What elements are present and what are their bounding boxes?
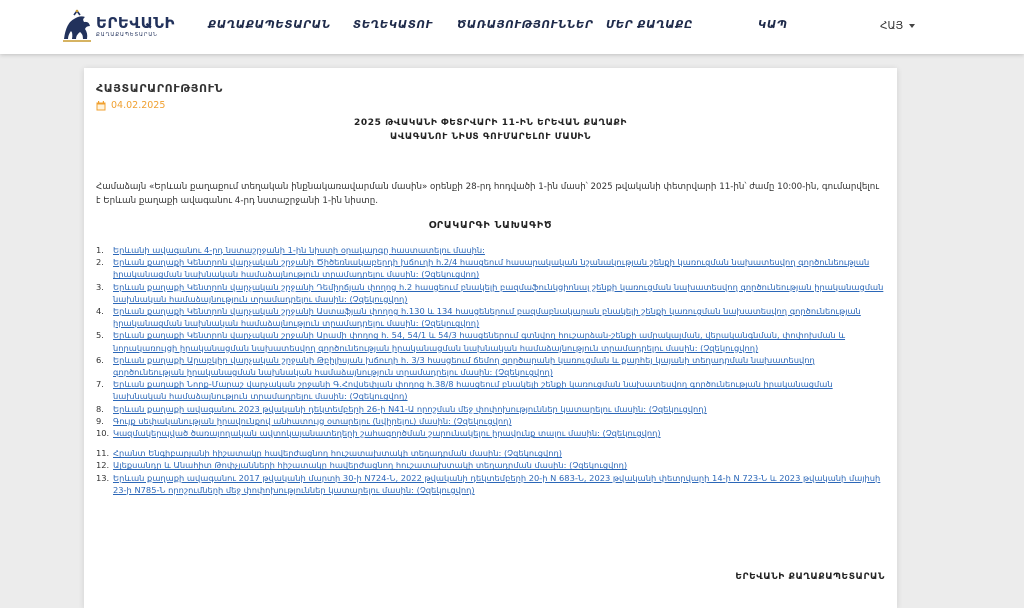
date-text: 04.02.2025 [111,100,166,111]
agenda-item [96,459,886,471]
agenda-item-link[interactable]: Երևանի ավագանու 4-րդ նստաշրջանի 1-ին նիստի օրակարգը հաստատելու մասին: [113,245,485,255]
nav-item-services[interactable]: ԾԱՌԱՅՈՒԹՅՈՒՆՆԵՐ [457,19,594,31]
agenda-item [96,447,886,459]
agenda-item-number: 13. [96,472,110,483]
language-label: ՀԱՅ [880,20,904,32]
language-selector[interactable] [880,20,915,32]
agenda-item-link[interactable]: Երևան քաղաքի Կենտրոն վարչական շրջանի Արամի փողոց հ. 54, 54/1 և 54/3 հասցեներում գտնվող հուշարձան-շենքի ամրակայման, վերականգնման, փոփոխման և նորակառույցի իրականացման նախատեսվող գործունեության իրականացման նախնական համաձայնություն տրամադրելու մասին: (Չզեկուցվող) [113,330,846,353]
nav-item-our-city[interactable]: ՄԵՐ ՔԱՂԱՔԸ [606,19,694,31]
intro-paragraph: Համաձայն «Երևան քաղաքում տեղական ինքնակառավարման մասին» օրենքի 28-րդ հոդվածի 1-ին մասի՝ 2025 թվականի փետրվարի 11-ին՝ ժամը 10:00-ին, գումարվելու է Երևան քաղաքի ավագանու 4-րդ նստաշրջանի 1-ին նիստը. [96,182,879,206]
agenda-item [96,403,886,415]
lion-emblem-icon [60,9,94,45]
agenda-item-number: 7. [96,379,104,390]
agenda-item-link[interactable]: Հրանտ Ենգիբարյանի հիշատակը հավերժացնող հուշատախտակի տեղադրման մասին: (Չզեկուցվող) [113,448,563,459]
agenda-item-link[interactable]: Գույք սեփականության իրավունքով անհատույց օտարելու (նվիրելու) մասին: (Չզեկուցվող) [113,415,512,426]
agenda-item-link[interactable]: Երևան քաղաքի Կենտրոն վարչական շրջանի Ծիծեռնակաբերդի խճուղի հ.2/4 հասցեում հասարակական նշանակության շենքի կառուցման նախատեսվող գործունեության իրականացման նախնական համաձայնություն տրամադրելու մասին: (Չզեկուցվող) [113,257,870,280]
announcement-card [84,68,897,608]
agenda-item [96,472,886,496]
agenda-title: ՕՐԱԿԱՐԳԻ ՆԱԽԱԳԻԾ [428,220,553,231]
logo-title: ԵՐԵՎԱՆԻ [96,14,175,32]
agenda-item-link[interactable]: Երևան քաղաքի Կենտրոն վարչական շրջանի Դեմիրճյան փողոց հ.2 հասցեում բնակելի բազմաֆունկցիոնալ շենքի կառուցման նախատեսվող գործունեության իրականացման նախնական համաձայնություն տրամադրելու մասին: (Չզեկուցվող) [113,281,884,304]
agenda-item-link[interactable]: Կազմակերպված ծառայողական ավտոկայանատեղերի շահագործման շարունակելու իրավունք տալու մասին: (Չզեկուցվող) [113,428,661,439]
agenda-item-number: 1. [96,245,104,255]
announcement-heading-line-1: 2025 ԹՎԱԿԱՆԻ ՓԵՏՐՎԱՐԻ 11-ԻՆ ԵՐԵՎԱՆ ՔԱՂԱՔԻ [354,118,627,128]
page-title: ՀԱՅՏԱՐԱՐՈՒԹՅՈՒՆ [96,82,223,95]
agenda-item [96,281,886,305]
agenda-item-number: 11. [96,448,110,459]
agenda-item-link[interactable]: Երևան քաղաքի Արաբկիր վարչական շրջանի Թբիլիսյան խճուղի հ. 3/3 հասցեում ճեմող գործարանի կառուցման և քարհեյ կայանի տեղադրման նախատեսվող գործունեության իրականացման նախնական համաձայնություն տրամադրելու մասին: (Չզեկուցվող) [113,354,815,378]
agenda-item-number: 3. [96,281,104,292]
agenda-list [96,244,886,496]
nav-item-contact[interactable]: ԿԱՊ [758,19,788,31]
agenda-item-number: 12. [96,460,110,471]
site-logo[interactable] [60,7,175,47]
agenda-item-number: 10. [96,428,110,439]
agenda-item [96,329,886,353]
agenda-item-link[interactable]: Երևան քաղաքի ավագանու 2017 թվականի մարտի 30-ի N724-Ն, 2022 թվականի դեկտեմբերի 20-ի N 683-Ն, 2023 թվականի փետրվարի 14-ի N 723-Ն և 2023 թվականի մայիսի 23-ի N785-Ն որոշումների մեջ փոփոխություններ կատարելու մասին: (Չզեկուցվող) [113,472,881,495]
agenda-item [96,427,886,439]
agenda-item-number: 8. [96,403,104,414]
top-navigation-bar [0,0,1024,54]
agenda-item [96,354,886,378]
agenda-item-link[interactable]: Երևան քաղաքի Նորք-Մարաշ վարչական շրջանի Գ.Հովսեփյան փողոց հ.38/8 հասցեում բնակելի շենքի կառուցման նախատեսվող գործունեության իրականացման նախնական համաձայնություն տրամադրելու մասին: (Չզեկուցվող) [113,379,833,402]
agenda-item-number: 6. [96,354,104,365]
nav-item-reference[interactable]: ՏԵՂԵԿԱՏՈՒ [353,19,433,31]
signature: ԵՐԵՎԱՆԻ ՔԱՂԱՔԱՊԵՏԱՐԱՆ [735,572,885,582]
agenda-item-link[interactable]: Երևան քաղաքի Կենտրոն վարչական շրջանի Աստաֆյան փողոց հ.130 և 134 հասցեներում բազմաբնակարան բնակելի շենքի կառուցման նախատեսվող գործունեության իրականացման նախնական համաձայնություն տրամադրելու մասին: (Չզեկուցվող) [113,306,861,329]
logo-subtitle: ՔԱՂԱՔԱՊԵՏԱՐԱՆ [96,32,158,38]
agenda-item-number: 2. [96,257,104,268]
agenda-item [96,256,886,280]
agenda-item-number: 5. [96,330,104,341]
agenda-item [96,244,886,256]
calendar-icon [96,101,106,111]
agenda-item-number: 4. [96,306,104,317]
caret-down-icon [909,24,915,28]
agenda-item-link[interactable]: Երևան քաղաքի ավագանու 2023 թվականի դեկտեմբերի 26-ի N41-Ա որոշման մեջ փոփոխություններ կատարելու մասին: (Չզեկուցվող) [113,403,707,414]
agenda-item-number: 9. [96,415,104,426]
agenda-item [96,378,886,402]
agenda-item-link[interactable]: Ալեքսանդր և Անահիտ Թոփչյանների հիշատակը հավերժացնող հուշատախտակի տեղադրման մասին: (Չզեկուցվող) [113,460,628,471]
publish-date [96,100,165,111]
nav-item-municipality[interactable]: ՔԱՂԱՔԱՊԵՏԱՐԱՆ [208,19,331,31]
announcement-heading-line-2: ԱՎԱԳԱՆՈՒ ՆԻՍՏ ԳՈՒՄԱՐԵԼՈՒ ՄԱՍԻՆ [389,132,592,142]
agenda-item [96,305,886,329]
agenda-item [96,415,886,427]
